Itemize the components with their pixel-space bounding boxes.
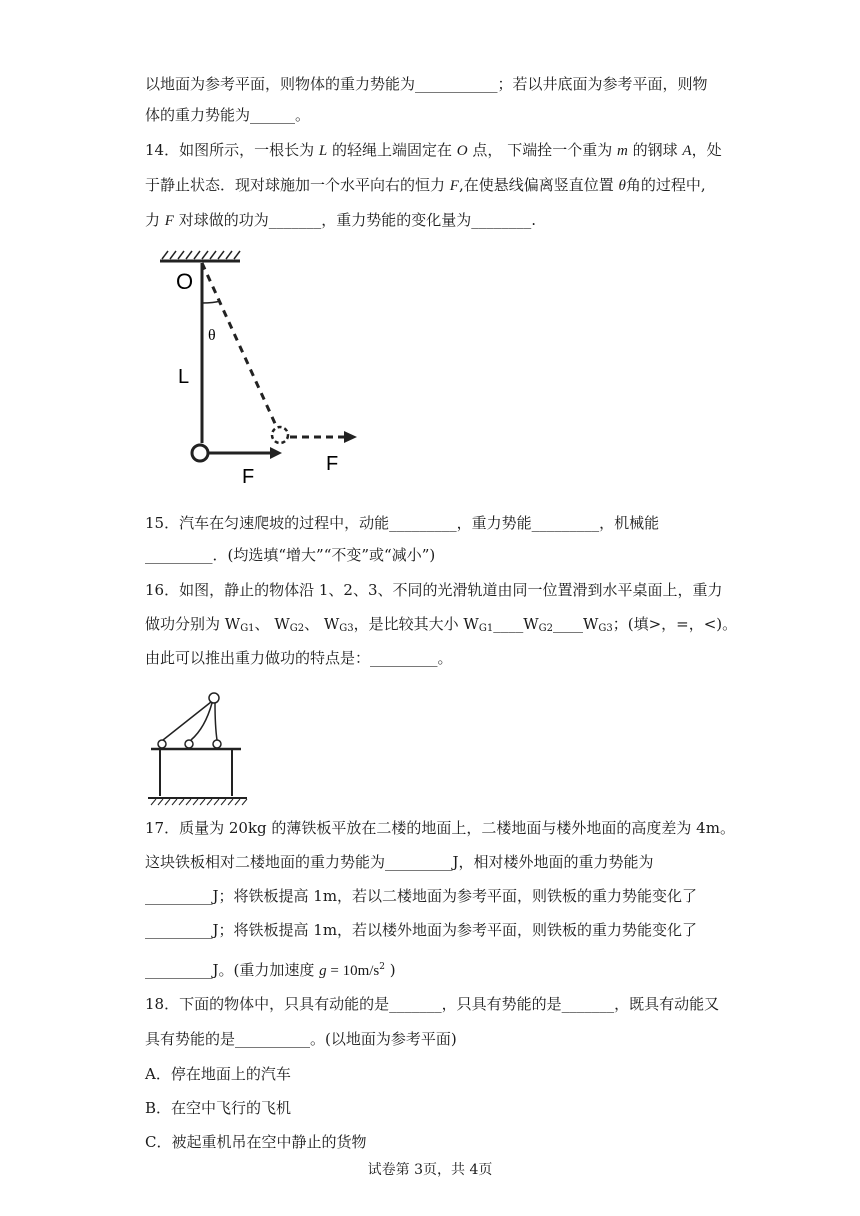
q14-var-L: L [318,143,328,159]
subscript: G2 [538,623,553,634]
q16-text: 、 W [254,615,290,633]
q16-text: ，是比较其大小 W [353,615,479,633]
arrowhead [344,431,357,443]
q14-text: 的钢球 [632,141,678,159]
q14-text: ，处 [691,141,722,159]
superscript: 2 [379,962,386,972]
q14-text: 对球做的功为_______，重力势能的变化量为________. [178,211,537,229]
ball-end-2 [185,740,193,748]
q14-line-2 [145,175,706,196]
track-3 [215,703,217,740]
q14-text: 于静止状态．现对球施加一个水平向右的恒力 [145,176,446,194]
ceiling-hatch [162,251,240,259]
q17-line-4: _________J；将铁板提高 1m，若以楼外地面为参考平面，则铁板的重力势能变化了 [145,921,698,939]
q17-line-2: 这块铁板相对二楼地面的重力势能为_________J，相对楼外地面的重力势能为 [145,853,654,871]
ball-end-1 [158,740,166,748]
q14-text: 的轻绳上端固定在 [332,141,453,159]
q18-option-b: B．在空中飞行的飞机 [145,1099,292,1117]
q17-text: _________J。(重力加速度 [145,961,320,979]
label-F-deflected: F [326,453,339,475]
q14-text: ,在使悬线偏离竖直位置 [458,176,614,194]
q16-line-2 [145,614,737,639]
angle-arc [202,301,220,303]
page-footer: 试卷第 3页，共 4页 [367,1162,493,1178]
q14-text: 14．如图所示，一根长为 [145,141,315,159]
ball-rest [192,445,208,461]
q14-var-F: F [164,213,174,229]
q13-line-2: 体的重力势能为______。 [145,106,311,124]
ball-end-3 [213,740,221,748]
q17-line-5 [145,957,396,981]
subscript: G3 [598,623,613,634]
label-O: O [176,269,194,294]
track-1 [163,702,211,740]
var-g: g [319,963,327,979]
q14-line-3 [145,210,536,231]
q17-line-3: _________J；将铁板提高 1m，若以二楼地面为参考平面，则铁板的重力势能变化了 [145,887,698,905]
rope-deflected [202,263,278,430]
q17-text: ) [385,961,396,979]
q18-line-1: 18．下面的物体中，只具有动能的是_______，只具有势能的是_______，既具有动能又 [145,995,720,1013]
q14-var-m: m [616,143,628,159]
q14-line-1 [145,140,722,161]
q15-line-2: _________．(均选填“增大”“不变”或“减小”) [145,546,436,564]
q14-text: 角的过程中, [625,176,706,194]
subscript: G1 [478,623,494,634]
q14-text: 点， 下端拴一个重为 [472,141,613,159]
q18-option-a: A．停在地面上的汽车 [145,1065,291,1083]
q14-var-A: A [682,143,692,159]
subscript: G2 [289,623,305,634]
q14-var-theta: θ [618,178,626,194]
label-F-rest: F [242,466,255,488]
q17-line-1: 17．质量为 20kg 的薄铁板平放在二楼的地面上，二楼地面与楼外地面的高度差为 4m。 [145,819,735,837]
q16-text: ____W [493,615,539,633]
label-L: L [178,366,190,388]
q16-text: ____W [552,615,599,633]
ground-hatch [151,799,247,805]
q16-text: 、 W [304,615,340,633]
q16-line-3: 由此可以推出重力做功的特点是：_________。 [145,649,453,667]
tracks-figure [145,688,255,806]
q15-line-1: 15．汽车在匀速爬坡的过程中，动能_________，重力势能_________，机械能 [145,514,660,532]
ball-deflected [272,427,288,443]
q18-option-c: C．被起重机吊在空中静止的货物 [145,1133,367,1151]
q16-text: ；(填>，=，<)。 [612,615,738,633]
subscript: G1 [240,623,255,634]
track-2 [191,703,212,740]
g-value: = 10m/s [326,963,380,979]
q13-line-1: 以地面为参考平面，则物体的重力势能为___________；若以井底面为参考平面，则物 [145,75,708,93]
label-theta: θ [208,327,216,344]
pendulum-figure [150,245,380,495]
subscript: G3 [339,623,354,634]
q14-var-F: F [449,178,459,194]
q18-line-2: 具有势能的是__________。(以地面为参考平面) [145,1030,457,1048]
arrowhead [270,447,282,459]
q16-text: 做功分别为 W [145,615,241,633]
q16-line-1: 16．如图，静止的物体沿 1、2、3、不同的光滑轨道由同一位置滑到水平桌面上，重力 [145,581,723,599]
q14-text: 力 [145,211,161,229]
q14-var-O: O [456,143,468,159]
